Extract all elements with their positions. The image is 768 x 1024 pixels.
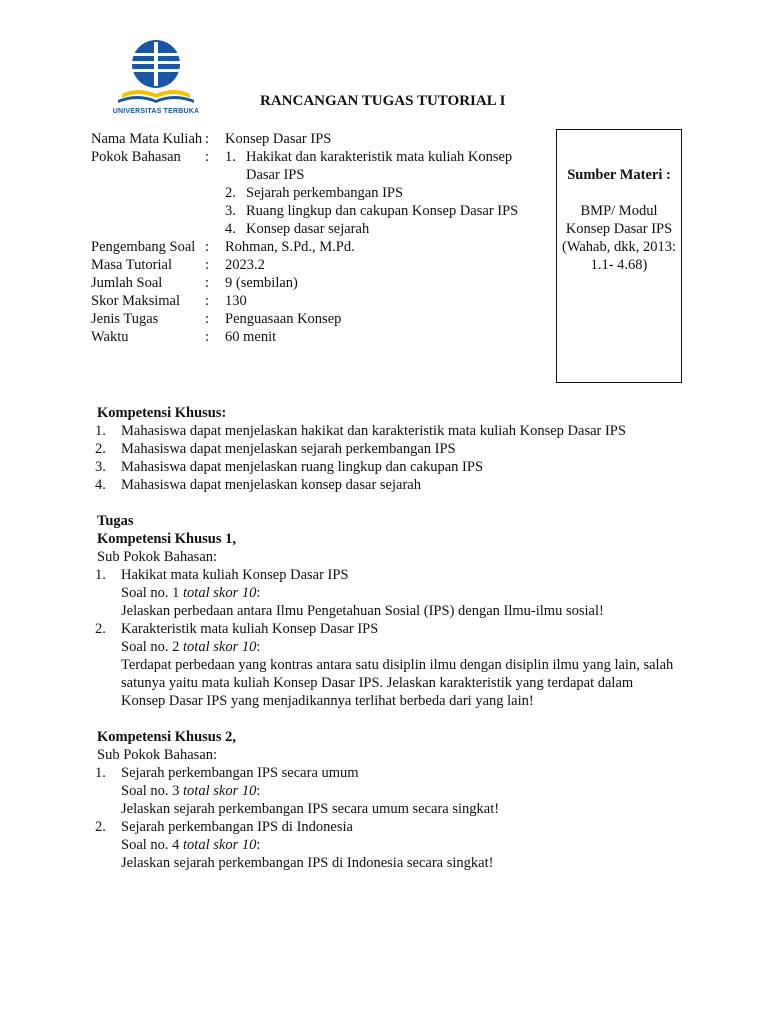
- item-title: Sejarah perkembangan IPS di Indonesia: [121, 819, 353, 835]
- sumber-materi-box: [556, 129, 682, 383]
- info-value: 2023.2: [225, 257, 265, 273]
- info-row-nama-mata-kuliah: [91, 130, 541, 148]
- list-item: 3. Ruang lingkup dan cakupan Konsep Dasar IPS: [225, 203, 519, 219]
- colon: :: [205, 275, 210, 291]
- logo-text: UNIVERSITAS TERBUKA: [112, 108, 200, 115]
- colon: :: [205, 239, 210, 255]
- list-item: 4. Mahasiswa dapat menjelaskan konsep dasar sejarah: [95, 477, 421, 493]
- info-label: Jenis Tugas: [91, 311, 159, 327]
- ut-logo-icon: [108, 38, 204, 108]
- info-label: Jumlah Soal: [91, 275, 163, 291]
- info-row-waktu: [91, 328, 541, 346]
- list-item: 1. Sejarah perkembangan IPS secara umum Soal no. 3 total skor 10: Jelaskan sejarah perkembangan IPS secara umum secara singkat!: [97, 764, 677, 818]
- colon: :: [205, 293, 210, 309]
- list-item: 2. Mahasiswa dapat menjelaskan sejarah perkembangan IPS: [95, 441, 456, 457]
- sub-pokok-label: Sub Pokok Bahasan:: [97, 549, 218, 565]
- page-title: RANCANGAN TUGAS TUTORIAL I: [260, 93, 506, 109]
- info-value: Konsep Dasar IPS: [225, 131, 332, 147]
- info-value: Rohman, S.Pd., M.Pd.: [225, 239, 355, 255]
- list-item: 3. Mahasiswa dapat menjelaskan ruang lingkup dan cakupan IPS: [95, 459, 484, 475]
- item-title: Karakteristik mata kuliah Konsep Dasar IPS: [121, 621, 379, 637]
- kompetensi-section-2: [97, 728, 677, 872]
- list-item: 1. Mahasiswa dapat menjelaskan hakikat dan karakteristik mata kuliah Konsep Dasar IPS: [95, 423, 626, 439]
- info-row-pengembang-soal: [91, 238, 541, 256]
- info-label: Nama Mata Kuliah: [91, 131, 203, 147]
- soal-line: Soal no. 1 total skor 10:: [121, 585, 261, 601]
- item-title: Sejarah perkembangan IPS secara umum: [121, 765, 359, 781]
- main-content: [97, 404, 677, 872]
- info-label: Waktu: [91, 329, 129, 345]
- info-row-jumlah-soal: [91, 274, 541, 292]
- kompetensi-section-1: [97, 530, 677, 710]
- info-value: Penguasaan Konsep: [225, 311, 342, 327]
- info-label: Pokok Bahasan: [91, 149, 181, 165]
- colon: :: [205, 131, 210, 147]
- info-label: Masa Tutorial: [91, 257, 172, 273]
- list-item: 2. Sejarah perkembangan IPS di Indonesia Soal no. 4 total skor 10: Jelaskan sejarah perkembangan IPS di Indonesia secara singkat!: [97, 818, 677, 872]
- colon: :: [205, 257, 210, 273]
- info-value: 9 (sembilan): [225, 275, 298, 291]
- list-item: 1. Hakikat mata kuliah Konsep Dasar IPS Soal no. 1 total skor 10: Jelaskan perbedaan antara Ilmu Pengetahuan Sosial (IPS) dengan Ilmu-ilmu sosial!: [97, 566, 677, 620]
- question-text: Jelaskan sejarah perkembangan IPS secara umum secara singkat!: [121, 801, 500, 817]
- list-item: 1. Hakikat dan karakteristik mata kuliah Konsep Dasar IPS: [225, 149, 513, 183]
- kompetensi-khusus-heading: Kompetensi Khusus:: [97, 405, 227, 421]
- tugas-heading: Tugas: [97, 513, 134, 529]
- list-item: 4. Konsep dasar sejarah: [225, 221, 370, 237]
- university-logo: [108, 38, 204, 114]
- item-title: Hakikat mata kuliah Konsep Dasar IPS: [121, 567, 349, 583]
- section-heading: Kompetensi Khusus 2,: [97, 729, 236, 745]
- info-value: 130: [225, 293, 247, 309]
- info-row-skor-maksimal: [91, 292, 541, 310]
- info-value: 60 menit: [225, 329, 277, 345]
- list-item: 2. Sejarah perkembangan IPS: [225, 185, 404, 201]
- info-row-jenis-tugas: [91, 310, 541, 328]
- question-text: Jelaskan perbedaan antara Ilmu Pengetahuan Sosial (IPS) dengan Ilmu-ilmu sosial!: [121, 603, 604, 619]
- info-row-masa-tutorial: [91, 256, 541, 274]
- colon: :: [205, 311, 210, 327]
- info-label: Skor Maksimal: [91, 293, 181, 309]
- soal-line: Soal no. 3 total skor 10:: [121, 783, 261, 799]
- pokok-bahasan-list: [225, 148, 541, 238]
- soal-line: Soal no. 2 total skor 10:: [121, 639, 261, 655]
- question-text: Terdapat perbedaan yang kontras antara satu disiplin ilmu dengan disiplin ilmu yang lain, salah satunya yaitu mata kuliah Konsep Dasar IPS. Jelaskan karakteristik yang terdapat dalam Konsep Dasar IPS yang menjadikannya terlihat berbeda dari yang lain!: [121, 657, 674, 709]
- info-label: Pengembang Soal: [91, 239, 196, 255]
- info-row-pokok-bahasan: [91, 148, 541, 238]
- info-table: [91, 130, 541, 346]
- sub-pokok-label: Sub Pokok Bahasan:: [97, 747, 218, 763]
- sumber-materi-title: Sumber Materi :: [567, 167, 671, 183]
- list-item: 2. Karakteristik mata kuliah Konsep Dasar IPS Soal no. 2 total skor 10: Terdapat perbedaan yang kontras antara satu disiplin ilmu dengan disiplin ilmu yang lain, salah satunya yaitu mata kuliah Konsep Dasar IPS. Jelaskan karakteristik yang terdapat dalam Konsep Dasar IPS yang menjadikannya terlihat berbeda dari yang lain!: [97, 620, 677, 710]
- kompetensi-khusus-list: [97, 422, 677, 494]
- sumber-materi-body: BMP/ Modul Konsep Dasar IPS (Wahab, dkk, 2013: 1.1- 4.68): [561, 203, 676, 273]
- section-heading: Kompetensi Khusus 1,: [97, 531, 236, 547]
- colon: :: [205, 329, 210, 345]
- question-text: Jelaskan sejarah perkembangan IPS di Indonesia secara singkat!: [121, 855, 494, 871]
- colon: :: [205, 149, 210, 165]
- soal-line: Soal no. 4 total skor 10:: [121, 837, 261, 853]
